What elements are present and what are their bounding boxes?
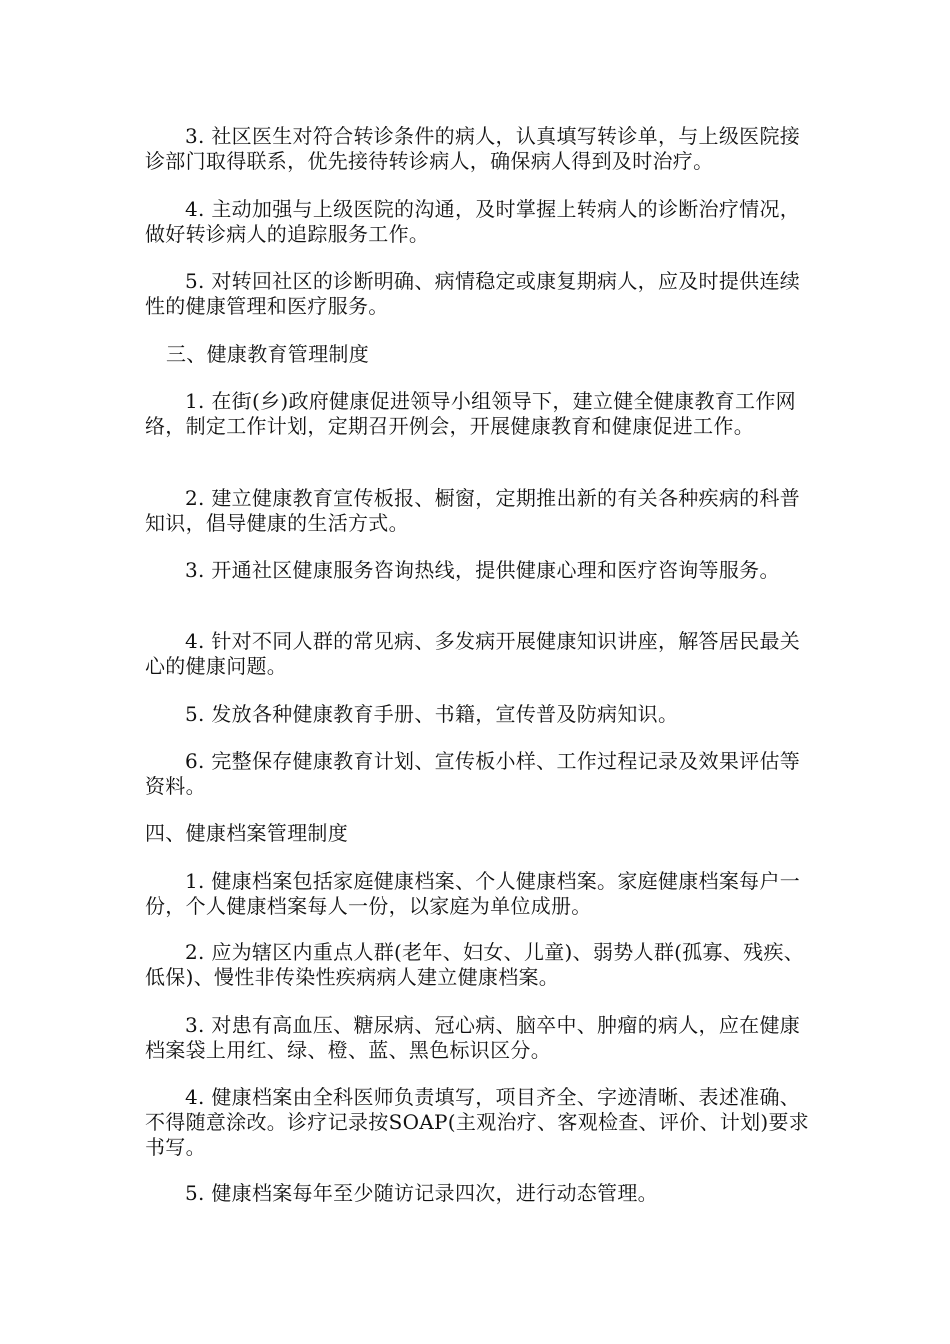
health-records-item-3: 3. 对患有高血压、糖尿病、冠心病、脑卒中、肿瘤的病人，应在健康档案袋上用红、绿、橙、蓝、黑色标识区分。 bbox=[145, 1013, 801, 1062]
health-records-item-4: 4. 健康档案由全科医师负责填写，项目齐全、字迹清晰、表述准确、不得随意涂改。诊疗记录按SOAP(主观治疗、客观检查、评价、计划)要求书写。 bbox=[145, 1085, 810, 1159]
section-heading-health-education: 三、健康教育管理制度 bbox=[166, 342, 369, 366]
referral-item-3: 3. 社区医生对符合转诊条件的病人，认真填写转诊单，与上级医院接诊部门取得联系，优先接待转诊病人，确保病人得到及时治疗。 bbox=[145, 124, 801, 173]
health-education-item-5: 5. 发放各种健康教育手册、书籍，宣传普及防病知识。 bbox=[185, 702, 679, 726]
health-education-item-1: 1. 在街(乡)政府健康促进领导小组领导下，建立健全健康教育工作网络，制定工作计划，定期召开例会，开展健康教育和健康促进工作。 bbox=[145, 389, 796, 438]
health-records-item-1: 1. 健康档案包括家庭健康档案、个人健康档案。家庭健康档案每户一份，个人健康档案每人一份，以家庭为单位成册。 bbox=[145, 869, 801, 918]
health-education-item-3: 3. 开通社区健康服务咨询热线，提供健康心理和医疗咨询等服务。 bbox=[185, 558, 780, 582]
referral-item-4: 4. 主动加强与上级医院的沟通，及时掌握上转病人的诊断治疗情况，做好转诊病人的追踪服务工作。 bbox=[145, 197, 801, 246]
health-education-item-2: 2. 建立健康教育宣传板报、橱窗，定期推出新的有关各种疾病的科普知识，倡导健康的生活方式。 bbox=[145, 486, 801, 535]
health-education-item-4: 4. 针对不同人群的常见病、多发病开展健康知识讲座，解答居民最关心的健康问题。 bbox=[145, 629, 801, 678]
health-education-item-6: 6. 完整保存健康教育计划、宣传板小样、工作过程记录及效果评估等资料。 bbox=[145, 749, 801, 798]
health-records-item-2: 2. 应为辖区内重点人群(老年、妇女、儿童)、弱势人群(孤寡、残疾、低保)、慢性非传染性疾病病人建立健康档案。 bbox=[145, 940, 805, 989]
referral-item-5: 5. 对转回社区的诊断明确、病情稳定或康复期病人，应及时提供连续性的健康管理和医疗服务。 bbox=[145, 269, 801, 318]
section-heading-health-records: 四、健康档案管理制度 bbox=[145, 821, 348, 845]
health-records-item-5: 5. 健康档案每年至少随访记录四次，进行动态管理。 bbox=[185, 1181, 658, 1205]
